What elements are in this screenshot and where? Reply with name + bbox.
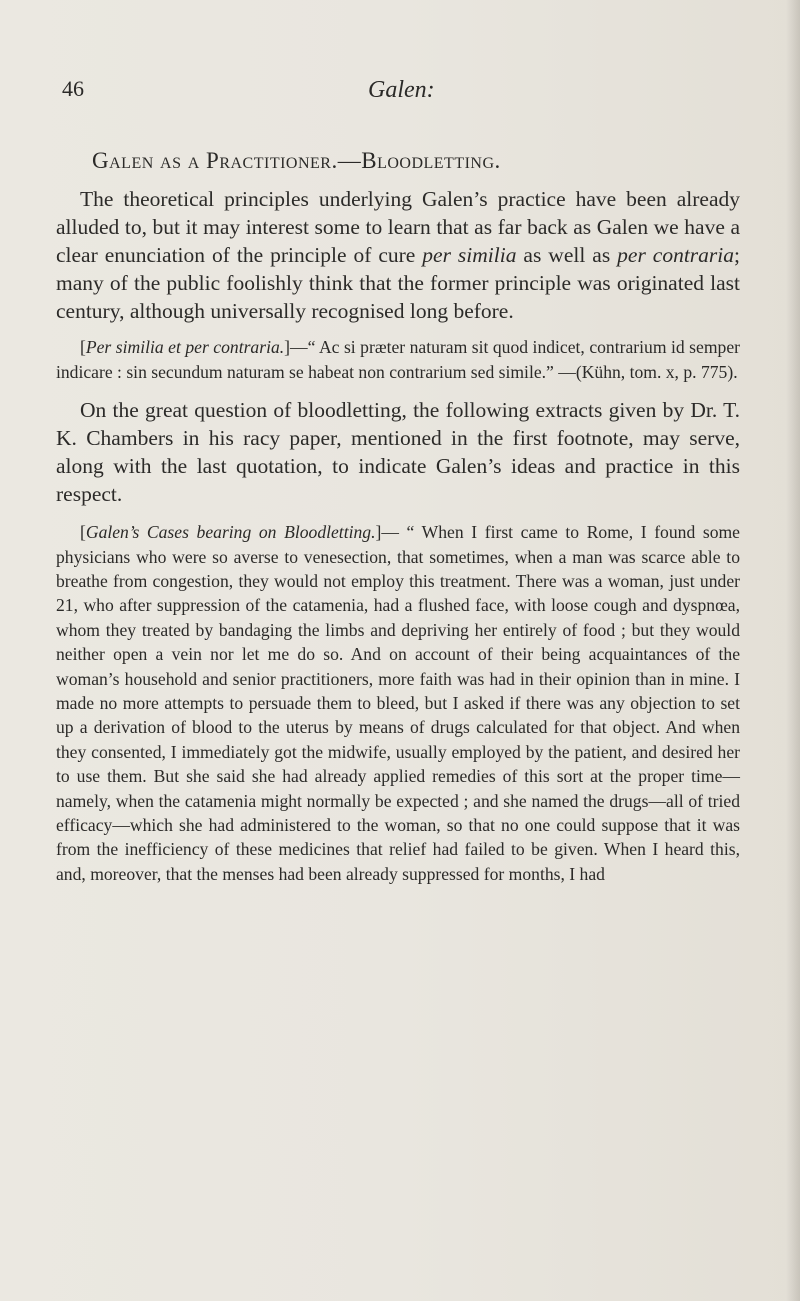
page-number: 46 [62,76,84,101]
paragraph-bloodletting-question: On the great question of bloodletting, the following extracts given by Dr. T. K. Chambers in his racy paper, mentioned in the first footnote, may serve, along with the last quotation, to indicate Galen’s ideas and practice in this respect. [56,398,740,507]
running-head: Galen: [368,77,435,103]
paragraph-theoretical-principles: The theoretical principles underlying Galen’s practice have been already alluded to, but it may interest some to learn that as far back as Galen we have a clear enunciation of the principle of cure per similia as well as per contraria; many of the public foolishly think that the former principle was originated last century, although universally recognised long before. [56,187,740,324]
quote-galen-cases: [Galen’s Cases bearing on Bloodletting.]— “ When I first came to Rome, I found some physicians who were so averse to venesection, that sometimes, when a man was scarce able to breathe from congestion, they would not employ this treatment. There was a woman, just under 21, who after suppression of the catamenia, had a flushed face, with loose cough and dyspnœa, whom they treated by bandaging the limbs and depriving her entirely of food ; but they would neither open a vein nor let me do so. And on account of their being acquaintances of the woman’s household and senior practitioners, more faith was had in their opinion than in mine. I made no more attempts to persuade them to bleed, but I asked if there was any objection to set up a derivation of blood to the uterus by means of drugs calculated for that object. And when they consented, I immediately got the midwife, usually employed by the patient, and desired her to use them. But she said she had already applied remedies of this sort at the proper time—namely, when the catamenia might normally be expected ; and she named the drugs—all of tried efficacy—which she had administered to the woman, so that no one could suppose that it was from the inefficiency of these medicines that relief had failed to be given. When I heard this, and, moreover, that the menses had been already suppressed for months, I had [56,522,740,884]
section-heading: Galen as a Practitioner.—Bloodletting. [92,148,501,173]
page-edge-shadow [786,0,800,1301]
quote-per-similia: [Per similia et per contraria.]—“ Ac si præter naturam sit quod indicet, contrarium id semper indicare : sin secundum naturam se habeat non contrarium sed simile.” —(Kühn, tom. x, p. 775). [56,337,740,382]
page-content [56,148,740,886]
